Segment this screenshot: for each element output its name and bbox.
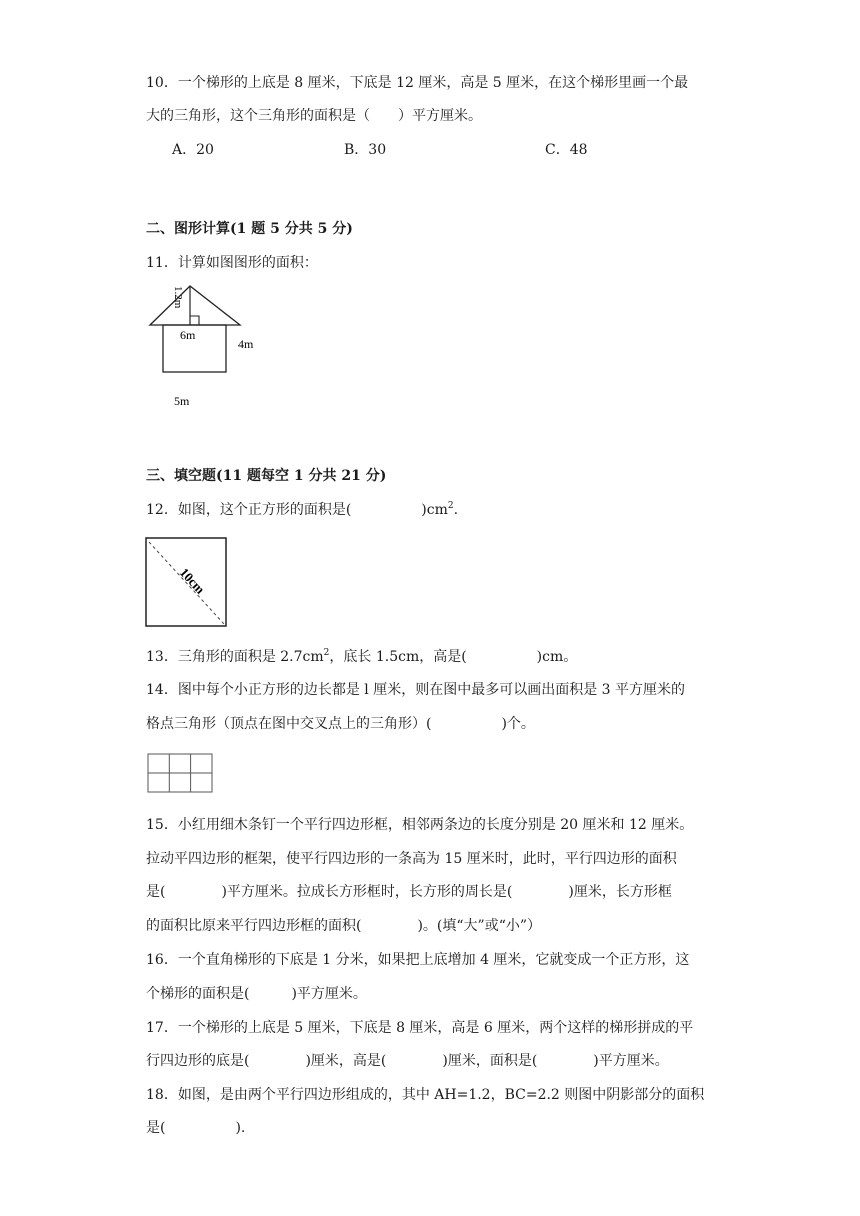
q15-line3: 是( )平方厘米。拉成长方形框时，长方形的周长是( )厘米，长方形框	[146, 884, 672, 900]
q12-figure-square	[145, 537, 229, 629]
q17-line1: 17．一个梯形的上底是 5 厘米，下底是 8 厘米，高是 6 厘米，两个这样的梯形拼成的平	[146, 1020, 694, 1036]
q11-label-6m: 6m	[180, 328, 196, 342]
q10-line2: 大的三角形，这个三角形的面积是（ ）平方厘米。	[146, 108, 482, 124]
q15-line1: 15．小红用细木条钉一个平行四边形框，相邻两条边的长度分别是 20 厘米和 12 厘米。	[146, 817, 694, 833]
q16-line2: 个梯形的面积是( )平方厘米。	[146, 986, 367, 1002]
q11-right-angle-mark	[190, 316, 199, 325]
q10-option-c: C．48	[545, 142, 588, 158]
q12-line	[146, 500, 458, 520]
q11-label-4m: 4m	[238, 337, 254, 351]
section3-title: 三、填空题(11 题每空 1 分共 21 分)	[146, 468, 387, 484]
q10-option-b: B．30	[344, 142, 387, 158]
q15-line4: 的面积比原来平行四边形框的面积( )。(填“大”或“小”）	[146, 918, 542, 934]
q13-line	[146, 647, 577, 667]
q11-triangle	[150, 286, 240, 325]
q10-line1: 10．一个梯形的上底是 8 厘米，下底是 12 厘米，高是 5 厘米，在这个梯形里画一个最	[146, 75, 689, 91]
q15-line2: 拉动平四边形的框架，使平行四边形的一条高为 15 厘米时，此时，平行四边形的面积	[146, 851, 677, 867]
q16-line1: 16．一个直角梯形的下底是 1 分米，如果把上底增加 4 厘米，它就变成一个正方形，这	[146, 952, 690, 968]
q13-sup: 2	[323, 648, 330, 658]
q12-diagonal-label: 10cm	[176, 564, 208, 597]
section2-title: 二、图形计算(1 题 5 分共 5 分)	[146, 221, 353, 237]
q12-sup: 2	[447, 501, 454, 511]
q11-label-5m: 5m	[174, 394, 190, 408]
q14-line1: 14．图中每个小正方形的边长都是 l 厘米，则在图中最多可以画出面积是 3 平方厘米的	[146, 682, 685, 698]
q14-figure-grid	[147, 753, 215, 795]
q18-line2: 是( ).	[146, 1120, 246, 1136]
q12-text: 12．如图，这个正方形的面积是( )cm	[146, 502, 448, 518]
q18-line1: 18．如图，是由两个平行四边形组成的，其中 AH=1.2，BC=2.2 则图中阴影部分的面积	[146, 1087, 705, 1103]
q13-text-a: 13．三角形的面积是 2.7cm	[146, 649, 324, 665]
q11-label-height: 1.2m	[172, 286, 184, 309]
q14-line2: 格点三角形（顶点在图中交叉点上的三角形）( )个。	[146, 716, 535, 732]
q17-line2: 行四边形的底是( )厘米，高是( )厘米，面积是( )平方厘米。	[146, 1053, 669, 1069]
q11-figure-house	[140, 280, 270, 410]
q10-option-a: A．20	[172, 142, 214, 158]
q13-text-b: ，底长 1.5cm，高是( )cm。	[329, 649, 578, 665]
q12-period: .	[453, 502, 459, 518]
q11-line1: 11．计算如图图形的面积：	[146, 255, 318, 271]
